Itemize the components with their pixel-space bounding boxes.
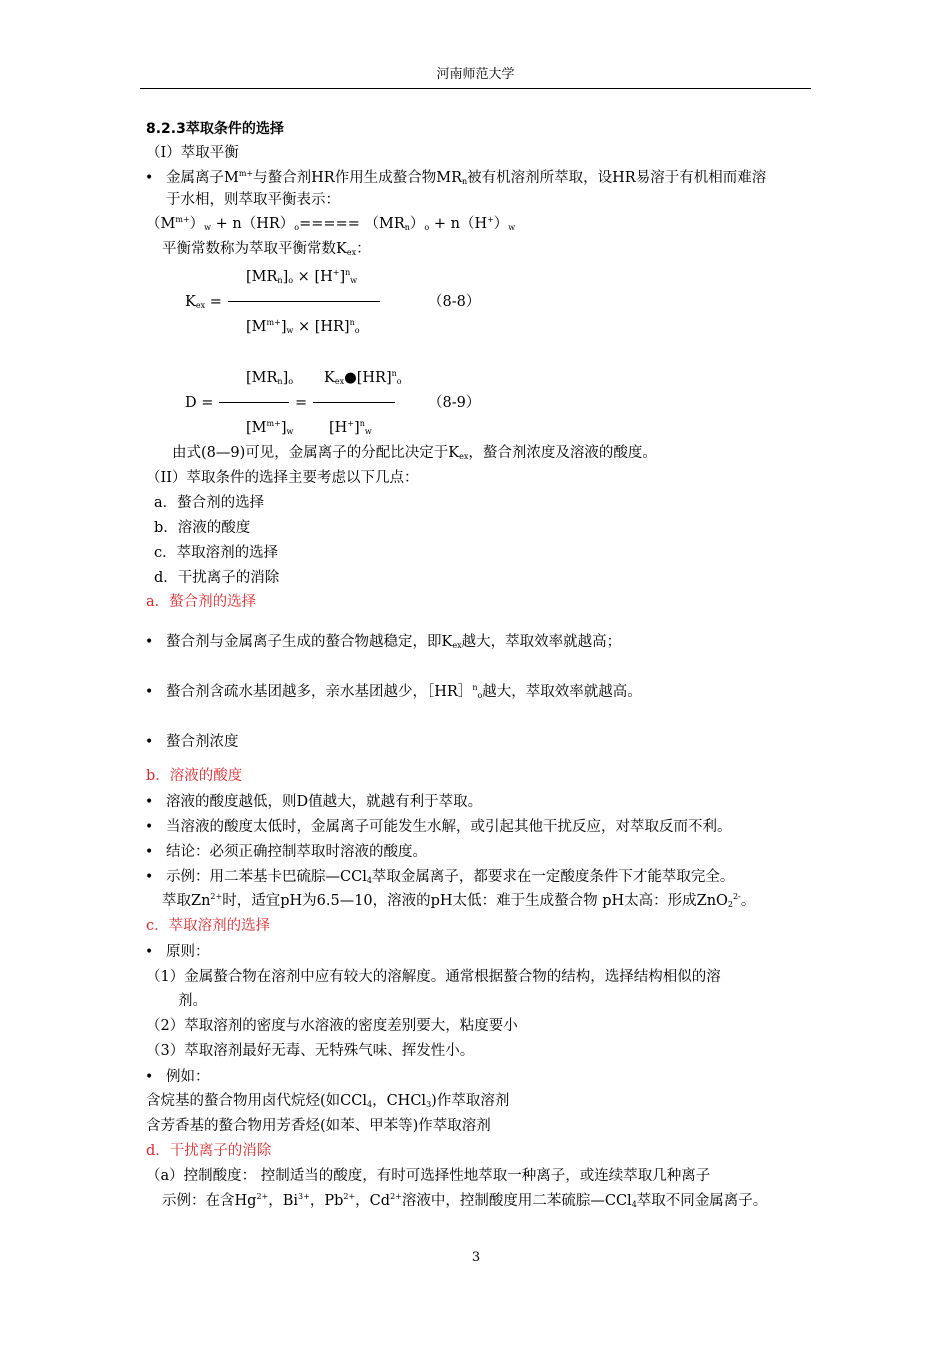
- bullet1-line2: 于水相，则萃取平衡表示：: [166, 192, 340, 208]
- bullet-dot: •: [145, 170, 154, 186]
- text-frag: 越大，萃取效率就越高；: [461, 634, 622, 650]
- sec-b-bullet-3: 结论：必须正确控制萃取时溶液的酸度。: [166, 844, 427, 860]
- bullet-dot: •: [145, 1069, 154, 1085]
- text-frag: 溶液中，控制酸度用二苯硫腙—CCl: [401, 1193, 632, 1209]
- text-frag: 示例：在含Hg: [162, 1193, 257, 1209]
- list-item: d．干扰离子的消除: [154, 570, 280, 586]
- d-numerator-1: $[MR_n]_o$: [246, 370, 294, 386]
- sec-b-bullet-4: 示例：用二苯基卡巴硫腙—CCl$_4$萃取金属离子，都要求在一定酸度条件下才能萃取完全。: [166, 869, 735, 885]
- text-frag: 与螯合剂HR作用生成螯合物MR: [253, 170, 462, 186]
- text-frag: ，CHCl: [372, 1093, 427, 1109]
- kex-symbol: $K_{ex}$ =: [185, 294, 222, 310]
- text-frag: 含烷基的螯合物用卤代烷烃(如CCl: [146, 1093, 367, 1109]
- fraction-line: [313, 402, 395, 403]
- eq-label-8-8: （8-8）: [428, 294, 481, 310]
- text-frag: 萃取不同金属离子。: [636, 1193, 768, 1209]
- d-equals: =: [295, 395, 308, 411]
- sec-c-principle: 原则：: [166, 944, 210, 960]
- sec-c-example-1: 含烷基的螯合物用卤代烷烃(如CCl$_4$，CHCl$_3$)作萃取溶剂: [146, 1093, 510, 1109]
- text-frag: ，Cd: [355, 1193, 391, 1209]
- list-item: b．溶液的酸度: [154, 520, 251, 536]
- bullet-dot: •: [145, 844, 154, 860]
- text-frag: 金属离子M: [166, 170, 239, 186]
- bullet-dot: •: [145, 819, 154, 835]
- text-frag: 时，适宜pH为6.5—10，溶液的pH太低：难于生成螯合物 pH太高：形成ZnO: [222, 893, 728, 909]
- list-item: c．萃取溶剂的选择: [154, 545, 279, 561]
- eq-label-8-9: （8-9）: [428, 395, 481, 411]
- text-frag: ，螯合剂浓度及溶液的酸度。: [468, 445, 657, 461]
- section-c-title: c．萃取溶剂的选择: [146, 918, 271, 934]
- section-b-title: b．溶液的酸度: [146, 768, 243, 784]
- list-item: a．螯合剂的选择: [154, 495, 265, 511]
- sec-d-line-1: （a）控制酸度： 控制适当的酸度，有时可选择性地萃取一种离子，或连续萃取几种离子: [146, 1168, 711, 1184]
- k-intro: 平衡常数称为萃取平衡常数$K_{ex}$：: [162, 241, 371, 257]
- text-frag: 螯合剂与金属离子生成的螯合物越稳定，即K: [166, 634, 453, 650]
- bullet1-text: 金属离子$M^{m+}$与螯合剂HR作用生成螯合物$MR_n$被有机溶剂所萃取，设HR易溶于有机相而难溶: [166, 169, 767, 186]
- sec-c-point-1: （1）金属螯合物在溶剂中应有较大的溶解度。通常根据螯合物的结构，选择结构相似的溶: [146, 969, 721, 985]
- equilibrium-equation: $(M^{m+})_w + n(HR)_o===== (MR_n)_o + n(H^+)_w$: [146, 215, 516, 232]
- text-frag: 萃取Zn: [162, 893, 211, 909]
- bullet-dot: •: [145, 794, 154, 810]
- text-frag: 示例：用二苯基卡巴硫腙—CCl: [166, 869, 367, 885]
- sec-b-bullet-1: 溶液的酸度越低，则D值越大，就越有利于萃取。: [166, 794, 483, 810]
- bullet-dot: •: [145, 944, 154, 960]
- fraction-line: [219, 402, 289, 403]
- part1-heading: （I）萃取平衡: [146, 145, 239, 161]
- text-frag: 螯合剂含疏水基团越多，亲水基团越少，［HR］: [166, 684, 473, 700]
- conclusion: 由式(8—9)可见，金属离子的分配比决定于$K_{ex}$，螯合剂浓度及溶液的酸度。: [172, 445, 657, 461]
- page-number: 3: [471, 1250, 481, 1265]
- part2-heading: （II）萃取条件的选择主要考虑以下几点：: [146, 470, 419, 486]
- bullet-dot: •: [145, 634, 154, 650]
- text-frag: 由式(8—9)可见，金属离子的分配比决定于K: [172, 445, 460, 461]
- sec-c-example: 例如：: [166, 1069, 210, 1085]
- d-symbol: D =: [185, 395, 214, 411]
- text-frag: 被有机溶剂所萃取，设HR易溶于有机相而难溶: [467, 170, 767, 186]
- sec-a-bullet-2: 螯合剂含疏水基团越多，亲水基团越少，［HR］$^n_o$越大，萃取效率就越高。: [166, 683, 642, 700]
- text-frag: ，Pb: [309, 1193, 344, 1209]
- text-frag: 越大，萃取效率就越高。: [482, 684, 642, 700]
- header-rule: [140, 88, 811, 89]
- d-numerator-2: $K_{ex}●[HR]^n_o$: [324, 369, 402, 386]
- fraction-line: [228, 301, 380, 302]
- text-frag: )作萃取溶剂: [431, 1093, 510, 1109]
- section-title: 8.2.3萃取条件的选择: [146, 121, 284, 137]
- sec-a-bullet-3: 螯合剂浓度: [166, 734, 239, 750]
- sec-c-point-1-line2: 剂。: [178, 993, 207, 1009]
- d-denominator-2: $[H^+]^n_w$: [329, 419, 372, 436]
- bullet-dot: •: [145, 684, 154, 700]
- d-denominator-1: $[M^{m+}]_w$: [246, 419, 294, 436]
- section-d-title: d．干扰离子的消除: [146, 1143, 272, 1159]
- kex-numerator: $[MR_n]_o \times [H^+]^n_w$: [246, 268, 358, 285]
- sec-c-example-2: 含芳香基的螯合物用芳香烃(如苯、甲苯等)作萃取溶剂: [146, 1118, 491, 1134]
- bullet-dot: •: [145, 734, 154, 750]
- bullet-dot: •: [145, 869, 154, 885]
- sec-c-point-2: （2）萃取溶剂的密度与水溶液的密度差别要大，粘度要小: [146, 1018, 518, 1034]
- page-header: 河南师范大学: [436, 67, 515, 82]
- text-frag: 。: [740, 893, 756, 909]
- kex-denominator: $[M^{m+}]_w \times [HR]^n_o$: [246, 318, 360, 335]
- sec-b-bullet-2: 当溶液的酸度太低时，金属离子可能发生水解，或引起其他干扰反应，对萃取反而不利。: [166, 819, 732, 835]
- text-frag: ：: [356, 241, 371, 257]
- sec-a-bullet-1: 螯合剂与金属离子生成的螯合物越稳定，即$K_{ex}$越大，萃取效率就越高；: [166, 634, 622, 650]
- text-frag: （M: [146, 216, 176, 232]
- section-a-title: a．螯合剂的选择: [146, 594, 257, 610]
- sec-d-line-2: 示例：在含$Hg^{2+}$，$Bi^{3+}$，$Pb^{2+}$，$Cd^{2+}$溶液中，控制酸度用二苯硫腙—CCl$_4$萃取不同金属离子。: [162, 1192, 768, 1209]
- sec-b-bullet-4-line2: 萃取$Zn^{2+}$时，适宜pH为6.5—10，溶液的pH太低：难于生成螯合物 pH太高：形成ZnO$_2^{2-}$。: [162, 892, 756, 909]
- text-frag: 萃取金属离子，都要求在一定酸度条件下才能萃取完全。: [371, 869, 735, 885]
- text-frag: 平衡常数称为萃取平衡常数K: [162, 241, 347, 257]
- sec-c-point-3: （3）萃取溶剂最好无毒、无特殊气味、挥发性小。: [146, 1043, 475, 1059]
- text-frag: ，Bi: [268, 1193, 299, 1209]
